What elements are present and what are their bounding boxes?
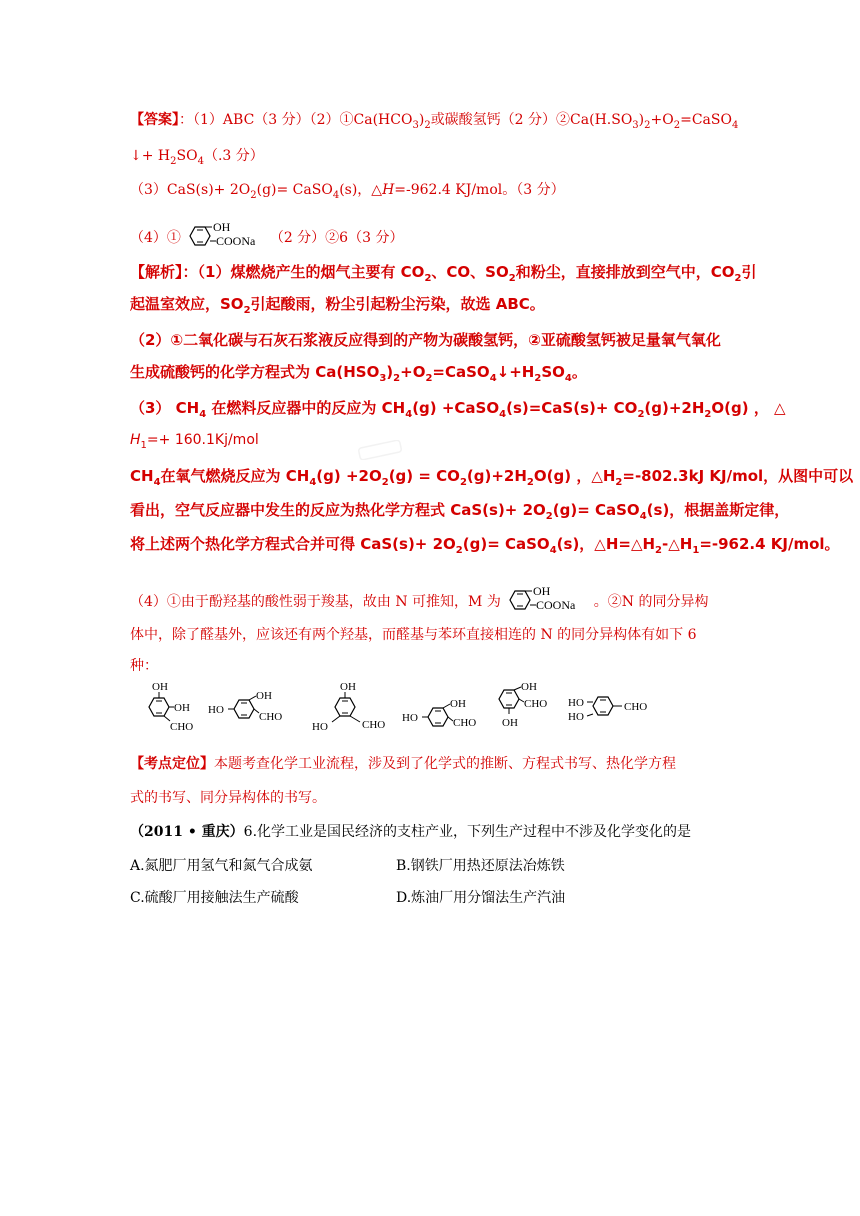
analysis-line-12: 种： [130,658,158,674]
option-c: C.硫酸厂用接触法生产硫酸 [130,890,299,906]
analysis-line-7: $CH_4$在氧气燃烧反应为 $CH_4(g) +2O_2(g) = CO_2(g)+2H_2O(g)$ ，$\triangle H_2=-802.3kJ$ KJ/mol，从图中可以 [130,467,854,488]
analysis-line-8: 看出，空气反应器中发生的反应为热化学方程式 $CaS(s)+ 2O_2(g)=$ CaSO$_4$(s)，根据盖斯定律， [130,501,790,522]
svg-text:CHO: CHO [259,711,283,723]
analysis-line-6: $H_1=+ 160.1Kj/mol$ [130,432,259,451]
question-source: （2011 • 重庆） [130,824,244,840]
kaodian-label: 【考点定位】 [130,756,214,772]
svg-text:OH: OH [521,681,537,693]
answer-line-1: 【答案】：（1）ABC（3 分）$(2)①Ca(HCO_3)_2$或碳酸氢钙（2 分）$②Ca(H.SO_3)_2+O_2=CaSO_4$ [130,112,739,131]
svg-text:HO: HO [568,711,584,723]
svg-text:OH: OH [502,717,518,729]
svg-text:CHO: CHO [524,698,548,710]
sodium-salicylate-structure [185,222,265,254]
watermark-icon [357,440,403,460]
svg-text:CHO: CHO [170,721,194,733]
isomer-structure-5 [492,680,564,740]
svg-text:HO: HO [208,704,224,716]
analysis-label: 【解析】 [130,263,183,281]
svg-text:OH: OH [450,698,466,710]
svg-text:OH: OH [152,681,168,693]
sodium-salicylate-structure-2 [505,586,589,618]
svg-text:COONa: COONa [216,234,256,248]
answer-line-4: （4）① OH COONa （2 分）②6（3 分） [130,222,403,254]
svg-text:OH: OH [533,586,551,598]
isomer-structure-1 [140,680,200,740]
isomer-structures [130,680,690,740]
svg-text:HO: HO [402,712,418,724]
svg-text:CHO: CHO [624,701,648,713]
isomer-structure-3 [302,680,398,740]
analysis-line-1: 【解析】：（1）煤燃烧产生的烟气主要有 $CO_2$、CO、$SO_2$和粉尘，直接排放到空气中，$CO_2$引 [130,263,757,284]
analysis-line-10: （4）①由于酚羟基的酸性弱于羧基，故由 N 可推知，M 为 OH COONa 。②N 的同分异构 [130,586,708,618]
answer-label: 【答案】 [130,112,179,128]
kaodian-line-1: 【考点定位】本题考查化学工业流程，涉及到了化学式的推断、方程式书写、热化学方程 [130,756,676,772]
analysis-line-3: （2）①二氧化碳与石灰石浆液反应得到的产物为碳酸氢钙，②亚硫酸氢钙被足量氧气氧化 [130,331,721,349]
isomer-structure-6 [566,680,690,740]
answer-line-2: ↓+ $H_2SO_4(.3$ 分） [130,148,264,167]
svg-text:CHO: CHO [362,719,386,731]
analysis-line-9: 将上述两个热化学方程式合并可得 $CaS(s)+ 2O_2(g)=$ CaSO$_4$(s)，$\triangle H=\triangle H_2-\triangle H_1=-962.4$ KJ/mol。 [130,535,840,556]
option-a: A.氮肥厂用氢气和氮气合成氨 [130,858,313,874]
svg-text:HO: HO [312,721,328,733]
svg-text:CHO: CHO [453,717,477,729]
analysis-line-4: 生成硫酸钙的化学方程式为 $Ca(HSO_3)_2+O_2=CaSO_4↓+H_2SO_4$。 [130,363,587,384]
svg-text:COONa: COONa [536,598,576,612]
option-d: D.炼油厂用分馏法生产汽油 [396,890,566,906]
svg-text:OH: OH [174,702,190,714]
isomer-structure-4 [400,680,492,740]
analysis-line-11: 体中，除了醛基外，应该还有两个羟基，而醛基与苯环直接相连的 N 的同分异构体有如下 6 [130,627,697,643]
isomer-structure-2 [206,680,298,740]
analysis-line-5: （3） $CH_4$ 在燃料反应器中的反应为 $CH_4(g)$ +CaSO$_4$(s)=CaS(s)+ $CO_2(g)+2H_2O(g)$ ， △ [130,399,786,420]
svg-text:OH: OH [340,681,356,693]
svg-text:HO: HO [568,697,584,709]
kaodian-line-2: 式的书写、同分异构体的书写。 [130,790,326,806]
answer-line-3: $(3)CaS(s)+ 2O_2(g)=$ CaSO$_4$(s)，△H=-962.4 KJ/mol。（3 分） [130,182,565,201]
option-b: B.钢铁厂用热还原法冶炼铁 [396,858,565,874]
svg-text:OH: OH [256,690,272,702]
svg-text:OH: OH [213,222,231,234]
analysis-line-2: 起温室效应，$SO_2$引起酸雨，粉尘引起粉尘污染，故选 ABC。 [130,295,545,316]
question-stem: （2011 • 重庆）6.化学工业是国民经济的支柱产业，下列生产过程中不涉及化学变化的是 [130,824,692,840]
